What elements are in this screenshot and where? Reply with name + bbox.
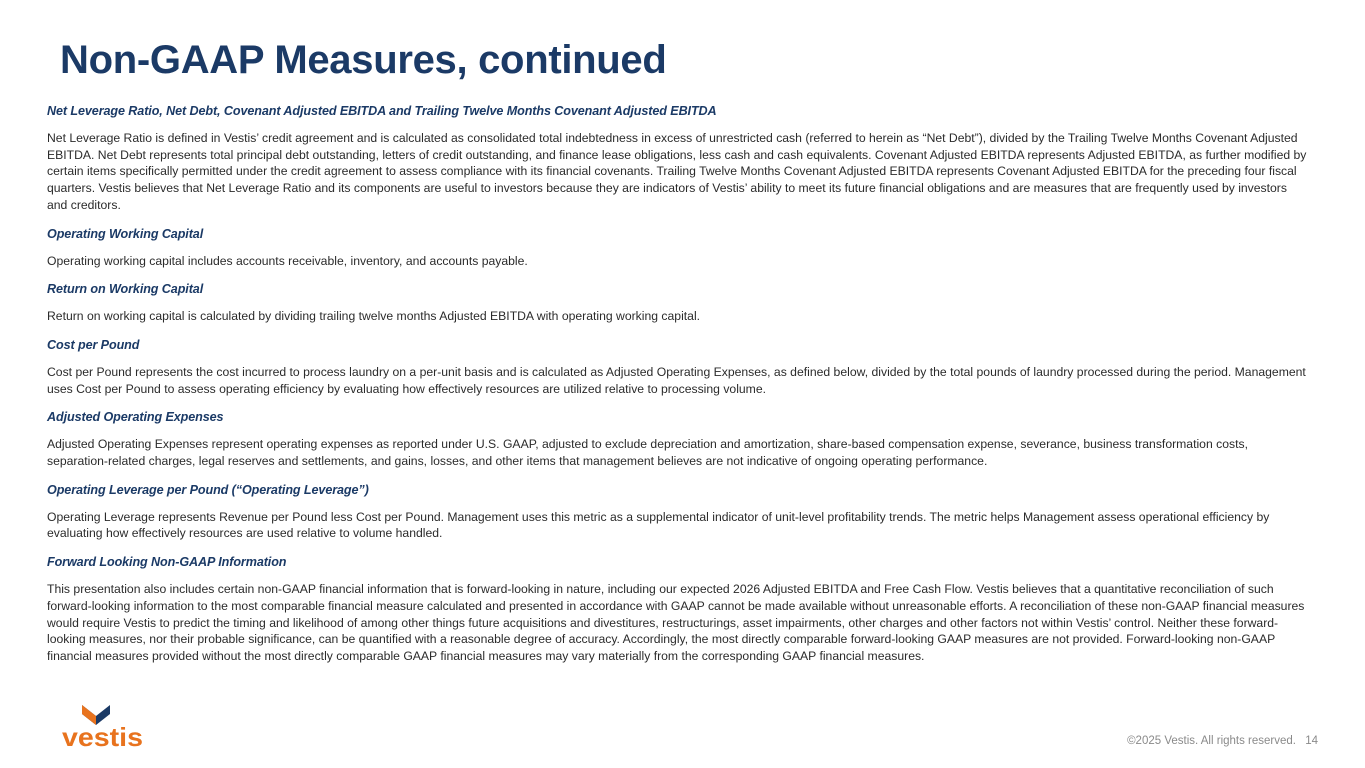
section-net-leverage [47, 103, 1309, 214]
section-heading: Forward Looking Non-GAAP Information [47, 555, 287, 570]
section-body: This presentation also includes certain non-GAAP financial information that is forward-looking in nature, including our expected 2026 Adjusted EBITDA and Free Cash Flow. Vestis believes that a quantitative reconciliation of such forward-looking information to the most comparable financial measure calculated and presented in accordance with GAAP cannot be made available without unreasonable efforts. A reconciliation of these non-GAAP financial measures would require Vestis to predict the timing and likelihood of among other things future acquisitions and divestitures, restructurings, asset impairments, other charges and other factors not within Vestis’ control. Neither these forward-looking measures, nor their probable significance, can be quantified with a reasonable degree of accuracy. Accordingly, the most directly comparable forward-looking GAAP measures are not provided. Forward-looking non-GAAP financial measures provided without the most directly comparable GAAP financial measures may vary materially from the corresponding GAAP financial measures. [47, 582, 1305, 663]
section-heading: Operating Leverage per Pound (“Operating Leverage”) [47, 482, 369, 497]
section-body: Cost per Pound represents the cost incurred to process laundry on a per-unit basis and is calculated as Adjusted Operating Expenses, as defined below, divided by the total pounds of laundry processed during the period. Management uses Cost per Pound to assess operating efficiency by evaluating how effectively resources are utilized relative to processing volume. [47, 364, 1306, 396]
section-forward-looking [47, 554, 1309, 665]
content-body [47, 103, 1309, 677]
logo-wordmark: vestis [62, 722, 143, 749]
section-body: Operating working capital includes accounts receivable, inventory, and accounts payable. [47, 253, 528, 268]
section-body: Operating Leverage represents Revenue per Pound less Cost per Pound. Management uses this metric as a supplemental indicator of unit-level profitability trends. The metric helps Management assess operational efficiency by evaluating how effectively resources are used relative to volume handled. [47, 509, 1270, 541]
section-adjusted-operating-expenses [47, 409, 1309, 469]
section-heading: Adjusted Operating Expenses [47, 410, 224, 425]
section-heading: Return on Working Capital [47, 282, 204, 297]
section-cost-per-pound [47, 337, 1309, 397]
section-heading: Net Leverage Ratio, Net Debt, Covenant Adjusted EBITDA and Trailing Twelve Months Covenant Adjusted EBITDA [47, 104, 717, 118]
section-heading: Operating Working Capital [47, 226, 204, 241]
section-body: Return on working capital is calculated by dividing trailing twelve months Adjusted EBITDA with operating working capital. [47, 309, 701, 324]
section-heading: Cost per Pound [47, 337, 140, 352]
section-operating-working-capital [47, 226, 1309, 270]
section-body: Adjusted Operating Expenses represent operating expenses as reported under U.S. GAAP, adjusted to exclude depreciation and amortization, share-based compensation expense, severance, business transformation costs, separation-related charges, legal reserves and settlements, and gains, losses, and other items that management believes are not indicative of ongoing operating performance. [47, 437, 1248, 469]
vestis-logo [62, 703, 146, 749]
section-return-on-working-capital [47, 281, 1309, 325]
section-operating-leverage [47, 482, 1309, 542]
page-title: Non-GAAP Measures, continued [60, 38, 667, 82]
section-body: Net Leverage Ratio is defined in Vestis’ credit agreement and is calculated as consolidated total indebtedness in excess of unrestricted cash (referred to herein as “Net Debt”), divided by the Trailing Twelve Months Covenant Adjusted EBITDA. Net Debt represents total principal debt outstanding, letters of credit outstanding, and finance lease obligations, less cash and cash equivalents. Covenant Adjusted EBITDA represents Adjusted EBITDA, as further modified by certain items specifically permitted under the credit agreement to assess compliance with its financial covenants. Trailing Twelve Months Covenant Adjusted EBITDA represents Covenant Adjusted EBITDA for the preceding four fiscal quarters. Vestis believes that Net Leverage Ratio and its components are useful to investors because they are indicators of Vestis’ ability to meet its future financial obligations and are measures that are frequently used by investors and creditors. [47, 131, 1307, 212]
footer [1127, 735, 1318, 747]
copyright-text: ©2025 Vestis. All rights reserved. [1127, 735, 1296, 747]
page-number: 14 [1305, 735, 1318, 747]
